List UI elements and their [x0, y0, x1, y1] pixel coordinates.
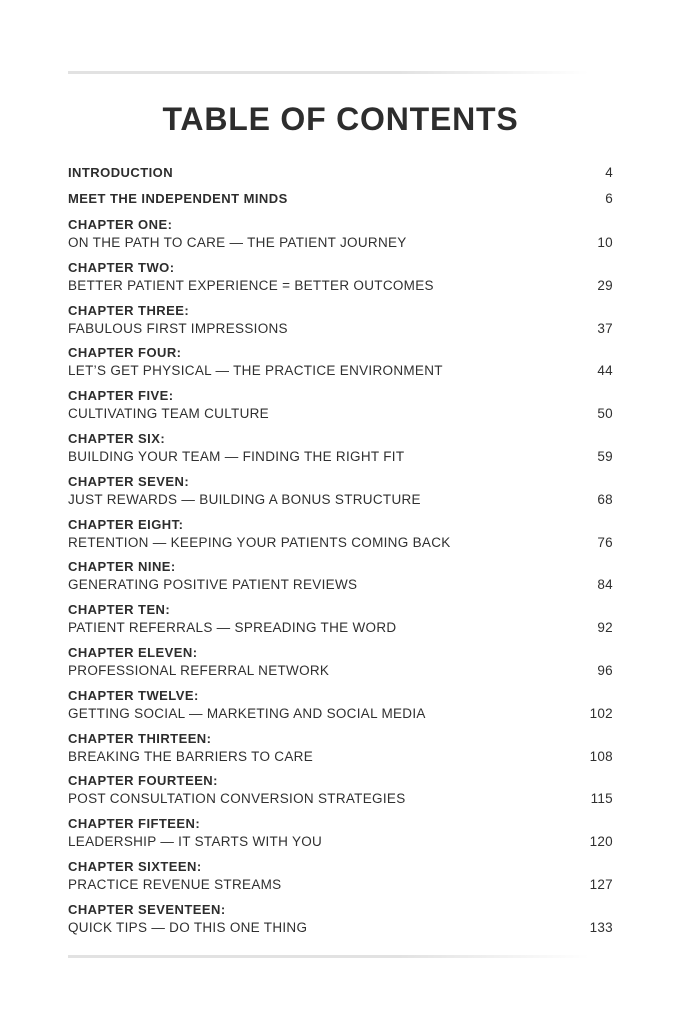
- toc-entry: [68, 387, 613, 423]
- toc-entry-subtitle: CULTIVATING TEAM CULTURE: [68, 406, 269, 422]
- toc-list: [68, 164, 613, 944]
- toc-entry-page-number: 115: [590, 791, 613, 807]
- toc-entry-label: CHAPTER TWO:: [68, 259, 175, 275]
- toc-entry-label: CHAPTER SEVEN:: [68, 473, 190, 489]
- toc-entry-page-number: 84: [597, 577, 613, 593]
- toc-entry: [68, 302, 613, 338]
- toc-entry-subtitle: QUICK TIPS — DO THIS ONE THING: [68, 919, 308, 935]
- toc-entry-subtitle: PROFESSIONAL REFERRAL NETWORK: [68, 662, 330, 678]
- toc-entry-subtitle: RETENTION — KEEPING YOUR PATIENTS COMING BACK: [68, 534, 451, 550]
- toc-entry-label: CHAPTER SIXTEEN:: [68, 858, 202, 874]
- toc-entry: [68, 430, 613, 466]
- toc-entry: [68, 730, 613, 766]
- toc-entry-page-number: 6: [605, 191, 613, 206]
- toc-entry: [68, 858, 613, 894]
- toc-entry-page-number: 96: [597, 662, 613, 678]
- toc-entry-label: CHAPTER THIRTEEN:: [68, 730, 212, 746]
- toc-entry-label: CHAPTER TWELVE:: [68, 687, 199, 703]
- toc-entry: [68, 516, 613, 552]
- page-title: TABLE OF CONTENTS: [162, 101, 519, 137]
- toc-entry-subtitle: PRACTICE REVENUE STREAMS: [68, 876, 282, 892]
- toc-entry-label: CHAPTER THREE:: [68, 302, 190, 318]
- toc-entry-page-number: 29: [597, 277, 613, 293]
- toc-entry-label: CHAPTER SEVENTEEN:: [68, 901, 226, 917]
- toc-entry: [68, 164, 613, 182]
- toc-entry-page-number: 37: [597, 320, 613, 336]
- toc-entry: [68, 772, 613, 808]
- toc-entry: [68, 558, 613, 594]
- toc-entry-subtitle: BETTER PATIENT EXPERIENCE = BETTER OUTCOMES: [68, 277, 434, 293]
- toc-entry-page-number: 133: [589, 919, 613, 935]
- top-divider: [68, 71, 600, 74]
- toc-entry-page-number: 59: [597, 448, 613, 464]
- toc-entry-label: CHAPTER EIGHT:: [68, 516, 184, 532]
- toc-entry-subtitle: FABULOUS FIRST IMPRESSIONS: [68, 320, 288, 336]
- toc-entry-label: CHAPTER FOURTEEN:: [68, 773, 218, 789]
- toc-entry-page-number: 127: [589, 876, 613, 892]
- toc-entry-label: CHAPTER SIX:: [68, 430, 166, 446]
- toc-entry: [68, 644, 613, 680]
- toc-entry: [68, 259, 613, 295]
- toc-entry-label: CHAPTER FOUR:: [68, 345, 182, 361]
- toc-entry-subtitle: BREAKING THE BARRIERS TO CARE: [68, 748, 314, 764]
- toc-entry-subtitle: LET’S GET PHYSICAL — THE PRACTICE ENVIRONMENT: [68, 363, 443, 379]
- toc-entry-page-number: 108: [589, 748, 613, 764]
- toc-entry-label: CHAPTER ONE:: [68, 217, 173, 232]
- toc-entry-subtitle: GETTING SOCIAL — MARKETING AND SOCIAL MEDIA: [68, 705, 426, 721]
- toc-entry-label: CHAPTER NINE:: [68, 559, 176, 575]
- toc-entry: [68, 216, 613, 252]
- toc-entry: [68, 344, 613, 380]
- toc-entry-subtitle: JUST REWARDS — BUILDING A BONUS STRUCTURE: [68, 491, 421, 507]
- toc-entry: [68, 815, 613, 851]
- toc-entry-subtitle: PATIENT REFERRALS — SPREADING THE WORD: [68, 620, 397, 636]
- toc-entry-page-number: 44: [597, 363, 613, 379]
- toc-entry-subtitle: BUILDING YOUR TEAM — FINDING THE RIGHT FIT: [68, 448, 405, 464]
- toc-entry: [68, 601, 613, 637]
- toc-entry-subtitle: ON THE PATH TO CARE — THE PATIENT JOURNEY: [68, 235, 407, 250]
- toc-entry-label: CHAPTER FIVE:: [68, 388, 174, 404]
- toc-entry-page-number: 68: [597, 491, 613, 507]
- toc-entry-label: CHAPTER TEN:: [68, 602, 171, 618]
- toc-entry-label: CHAPTER FIFTEEN:: [68, 816, 201, 832]
- toc-entry: [68, 473, 613, 509]
- toc-entry-subtitle: GENERATING POSITIVE PATIENT REVIEWS: [68, 577, 358, 593]
- toc-entry-page-number: 10: [597, 235, 613, 250]
- toc-entry-label: MEET THE INDEPENDENT MINDS: [68, 191, 288, 206]
- bottom-divider: [68, 955, 600, 958]
- toc-entry-page-number: 102: [589, 705, 613, 721]
- toc-entry-page-number: 92: [597, 620, 613, 636]
- toc-entry-page-number: 50: [597, 406, 613, 422]
- toc-entry-page-number: 4: [605, 165, 613, 180]
- toc-entry: [68, 687, 613, 723]
- toc-entry-subtitle: POST CONSULTATION CONVERSION STRATEGIES: [68, 791, 406, 807]
- toc-entry-page-number: 120: [589, 834, 613, 850]
- toc-entry: [68, 901, 613, 937]
- toc-entry-page-number: 76: [597, 534, 613, 550]
- toc-entry-subtitle: LEADERSHIP — IT STARTS WITH YOU: [68, 834, 323, 850]
- toc-entry: [68, 190, 613, 208]
- toc-entry-label: CHAPTER ELEVEN:: [68, 644, 198, 660]
- toc-entry-label: INTRODUCTION: [68, 165, 174, 180]
